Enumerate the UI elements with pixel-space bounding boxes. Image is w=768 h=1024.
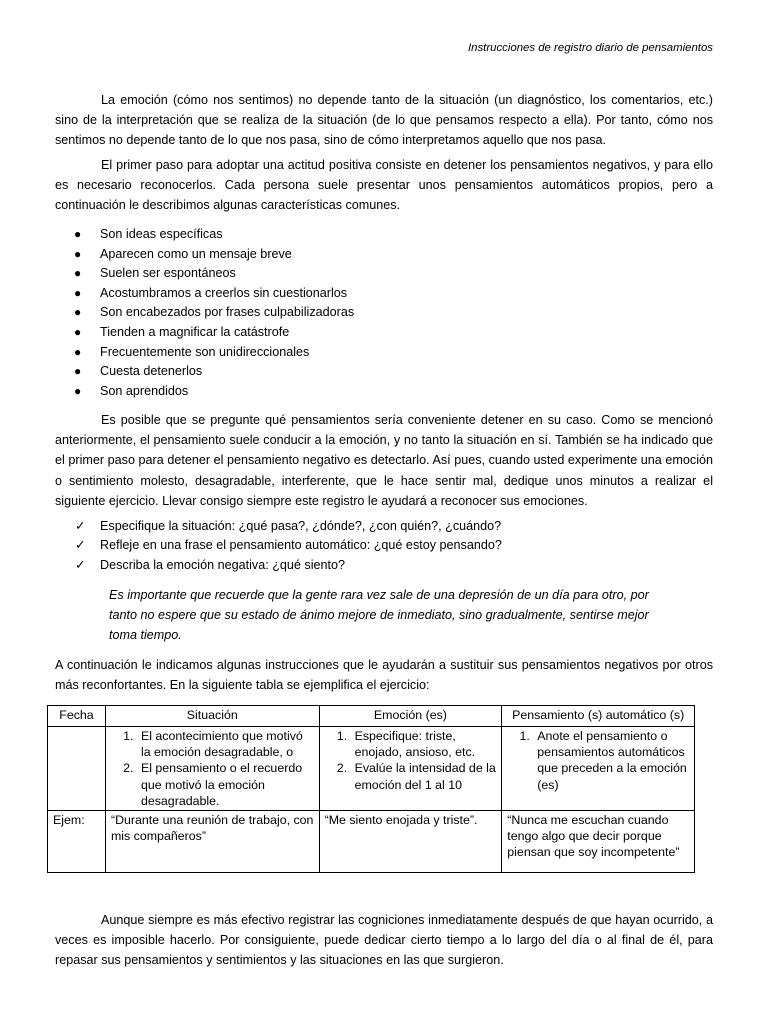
list-item: ● Frecuentemente son unidireccionales	[55, 343, 695, 363]
list-item: 2. El pensamiento o el recuerdo que motivó la emoción desagradable.	[137, 760, 314, 809]
table-cell-emocion-instructions	[319, 727, 502, 811]
list-item: ● Son encabezados por frases culpabilizadoras	[55, 303, 695, 323]
paragraph-emotion-intro: La emoción (cómo nos sentimos) no depende tanto de la situación (un diagnóstico, los comentarios, etc.) sino de la interpretación que se realiza de la situación (de lo que pensamos respecto a ella). Por tanto, cómo nos sentimos no depende tanto de lo que nos pasa, sino de cómo interpretamos aquello que nos pasa.	[55, 93, 713, 148]
page-header: Instrucciones de registro diario de pensamientos	[467, 42, 713, 54]
list-item: ✓ Refleje en una frase el pensamiento automático: ¿qué estoy pensando?	[55, 536, 695, 555]
table-cell-example-emocion: “Me siento enojada y triste”.	[319, 811, 502, 873]
list-item: 1. Anote el pensamiento o pensamientos automáticos que preceden a la emoción (es)	[533, 728, 689, 793]
list-item: 1. El acontecimiento que motivó la emoción desagradable, o	[137, 728, 314, 760]
paragraph-table-intro: A continuación le indicamos algunas instrucciones que le ayudarán a sustituir sus pensamientos negativos por otros más reconfortantes. En la siguiente tabla se ejemplifica el ejercicio:	[55, 658, 713, 693]
list-item: ● Suelen ser espontáneos	[55, 264, 695, 284]
bullet-icon: ●	[74, 246, 82, 261]
list-item: ● Son ideas específicas	[55, 225, 695, 245]
column-header-emocion: Emoción (es)	[319, 706, 502, 727]
bullet-icon: ●	[74, 383, 82, 398]
table-row	[48, 811, 695, 873]
table-cell-situacion-instructions	[105, 727, 319, 811]
list-item: ● Cuesta detenerlos	[55, 362, 695, 382]
column-header-fecha: Fecha	[48, 706, 106, 727]
characteristics-list	[55, 225, 695, 401]
paragraph-first-step: El primer paso para adoptar una actitud positiva consiste en detener los pensamientos negativos, y para ello es necesario reconocerlos. Cada persona suele presentar unos pensamientos automáticos propios, pero a continuación le describimos algunas características comunes.	[55, 158, 713, 213]
list-item: ● Acostumbramos a creerlos sin cuestionarlos	[55, 284, 695, 304]
table-cell-example-pensamiento: “Nunca me escuchan cuando tengo algo que decir porque piensan que soy incompetente”	[502, 811, 695, 873]
column-header-pensamiento: Pensamiento (s) automático (s)	[502, 706, 695, 727]
bullet-icon: ●	[74, 285, 82, 300]
column-header-situacion: Situación	[105, 706, 319, 727]
bullet-icon: ●	[74, 266, 82, 281]
table-cell-pensamiento-instructions	[502, 727, 695, 811]
table-cell-empty	[48, 727, 106, 811]
list-item: ● Aparecen como un mensaje breve	[55, 245, 695, 265]
table-cell-example-situacion: “Durante una reunión de trabajo, con mis compañeros”	[105, 811, 319, 873]
list-item: 2. Evalúe la intensidad de la emoción del 1 al 10	[351, 760, 497, 792]
bullet-icon: ●	[74, 344, 82, 359]
paragraph-closing: Aunque siempre es más efectivo registrar las cogniciones inmediatamente después de que hayan ocurrido, a veces es imposible hacerlo. Por consiguiente, puede dedicar cierto tiempo a lo largo del día o al final de él, para repasar sus pensamientos y sentimientos y las situaciones en las que surgieron.	[55, 913, 713, 968]
checkmark-icon: ✓	[75, 557, 86, 572]
exercise-steps-list	[55, 517, 695, 575]
list-item: 1. Especifique: triste, enojado, ansioso, etc.	[351, 728, 497, 760]
paragraph-exercise-intro: Es posible que se pregunte qué pensamientos sería conveniente detener en su caso. Como se mencionó anteriormente, el pensamiento suele conducir a la emoción, y no tanto la situación en sí. También se ha indicado que el primer paso para detener el pensamiento negativo es detectarlo. Así pues, cuando usted experimente una emoción o sentimiento molesto, desagradable, interferente, que le hace sentir mal, dedique unos minutos a realizar el siguiente ejercicio. Llevar consigo siempre este registro le ayudará a reconocer sus emociones.	[55, 413, 713, 508]
thought-record-table	[47, 705, 695, 873]
table-row	[48, 727, 695, 811]
checkmark-icon: ✓	[75, 538, 86, 553]
table-cell-example-label: Ejem:	[48, 811, 106, 873]
table-header-row	[48, 706, 695, 727]
italic-note: Es importante que recuerde que la gente rara vez sale de una depresión de un día para otro, por tanto no espere que su estado de ánimo mejore de inmediato, sino gradualmente, sentirse mejor toma tiempo.	[109, 588, 649, 643]
list-item: ✓ Describa la emoción negativa: ¿qué siento?	[55, 556, 695, 575]
checkmark-icon: ✓	[75, 519, 86, 533]
bullet-icon: ●	[74, 305, 82, 320]
bullet-icon: ●	[74, 364, 82, 379]
list-item: ● Tienden a magnificar la catástrofe	[55, 323, 695, 343]
list-item: ✓ Especifique la situación: ¿qué pasa?, ¿dónde?, ¿con quién?, ¿cuándo?	[55, 517, 695, 536]
list-item: ● Son aprendidos	[55, 382, 695, 402]
bullet-icon: ●	[74, 324, 82, 339]
bullet-icon: ●	[74, 227, 82, 241]
